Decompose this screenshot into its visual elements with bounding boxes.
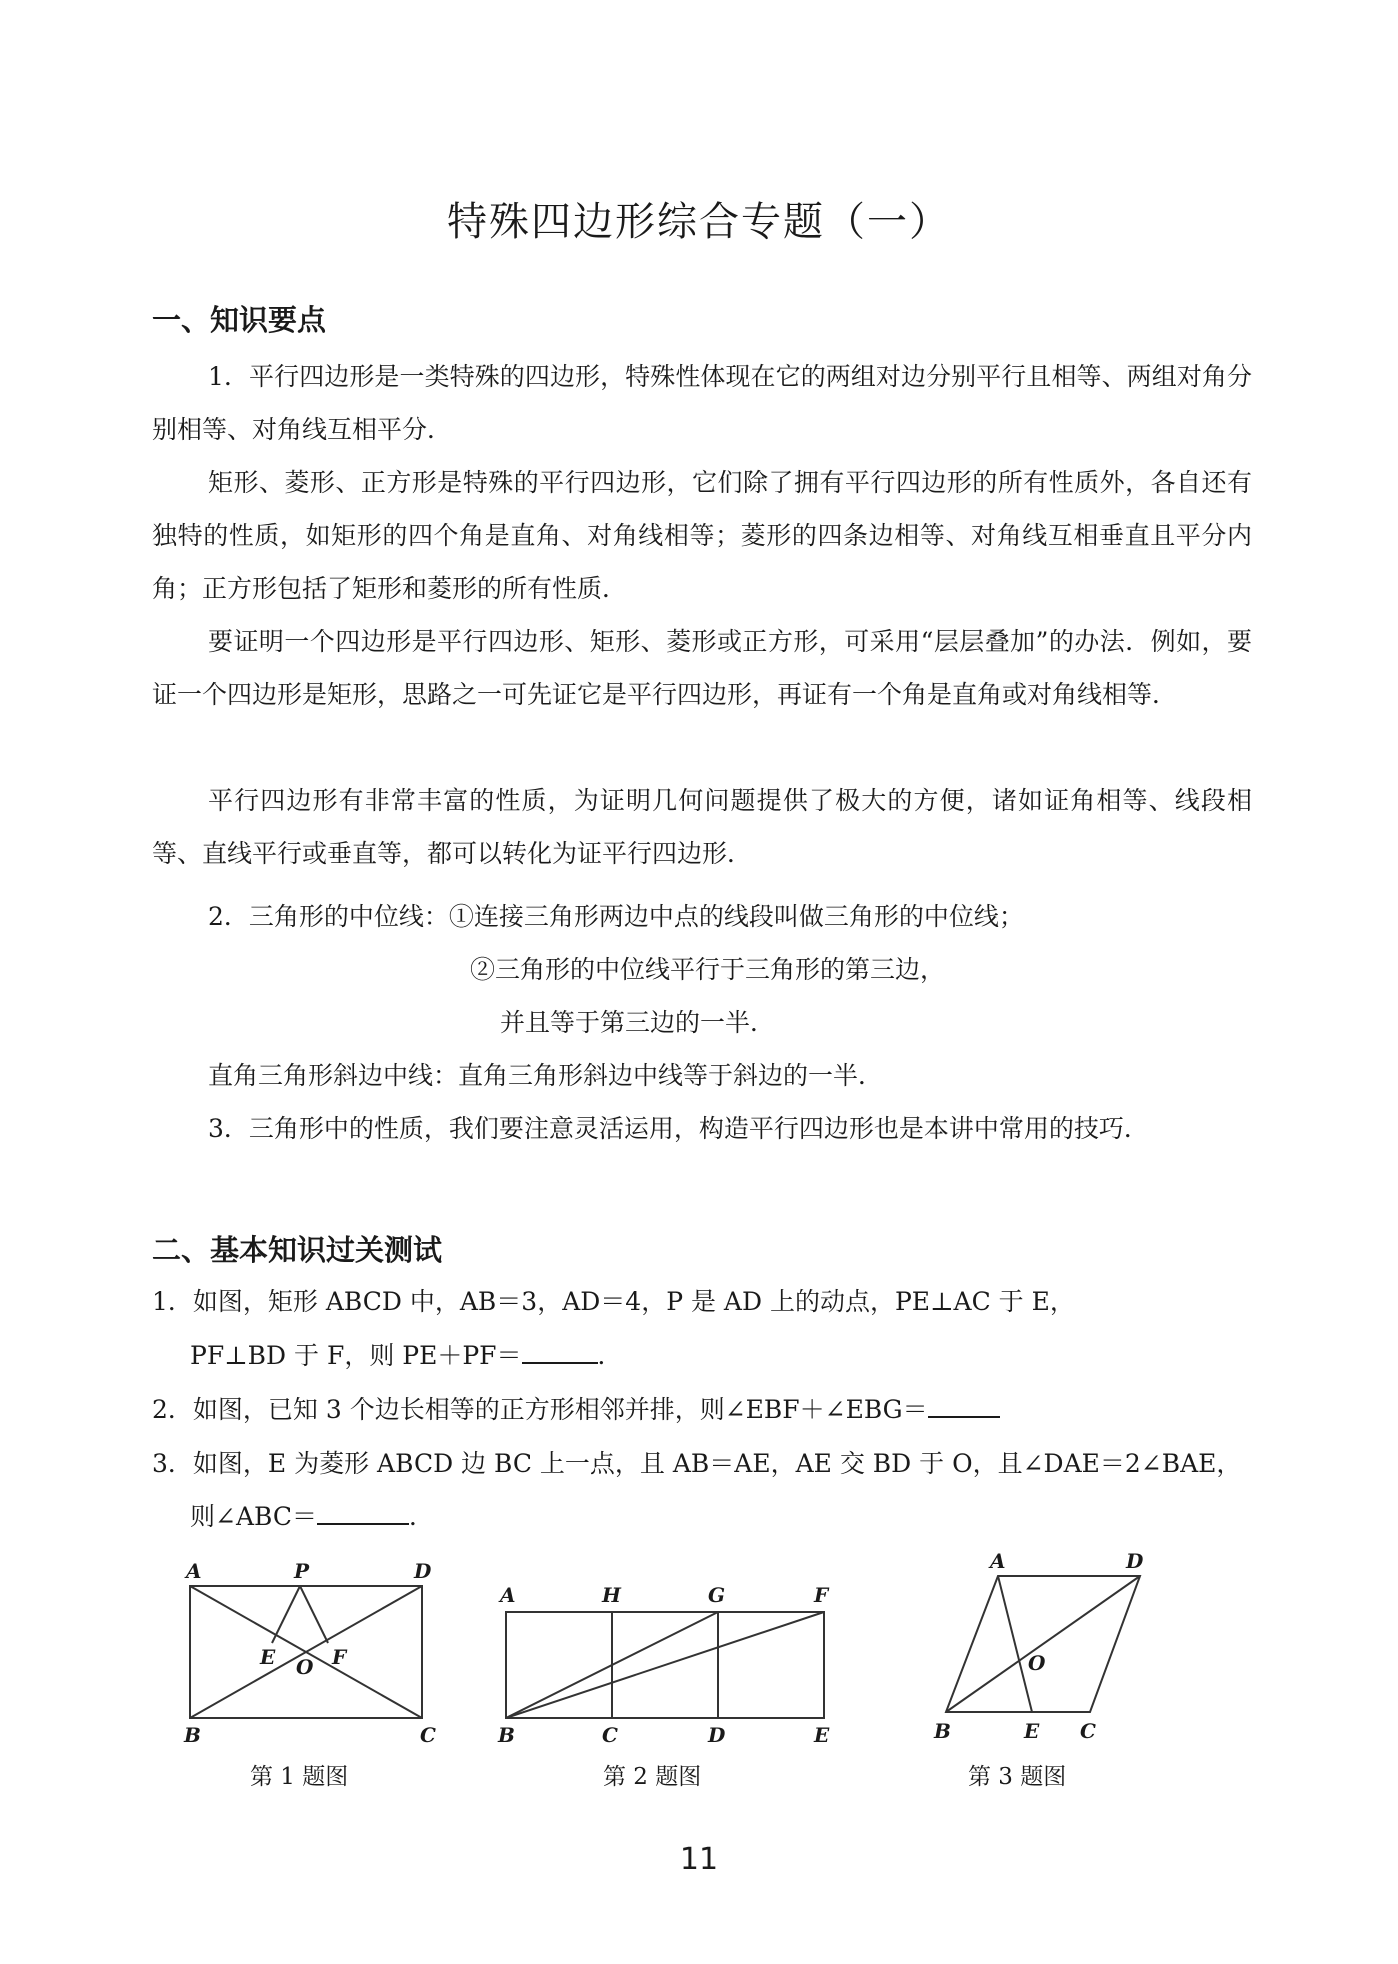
segment-pe xyxy=(272,1586,300,1643)
label-d: D xyxy=(708,1723,726,1747)
question-2-text: 2．如图，已知 3 个边长相等的正方形相邻并排，则∠EBF＋∠EBG＝ xyxy=(152,1395,928,1424)
figure-2 xyxy=(492,1580,842,1750)
label-f: F xyxy=(814,1583,829,1607)
figure-3-diagram xyxy=(920,1546,1160,1746)
paragraph-special-quadrilaterals: 矩形、菱形、正方形是特殊的平行四边形，它们除了拥有平行四边形的所有性质外，各自还有独特的性质，如矩形的四个角是直角、对角线相等；菱形的四条边相等、对角线互相垂直且平分内角；正方形包括了矩形和菱形的所有性质． xyxy=(152,468,1252,603)
paragraph-parallelogram-properties: 平行四边形有非常丰富的性质，为证明几何问题提供了极大的方便，诸如证角相等、线段相等、直线平行或垂直等，都可以转化为证平行四边形． xyxy=(152,786,1252,868)
diagonal-bd xyxy=(946,1576,1140,1712)
label-a: A xyxy=(186,1560,202,1583)
label-a: A xyxy=(500,1583,516,1607)
label-a: A xyxy=(990,1549,1006,1573)
question-3-line-2 xyxy=(190,1497,434,1533)
figure-1 xyxy=(176,1560,446,1750)
paragraph-layered-proof: 要证明一个四边形是平行四边形、矩形、菱形或正方形，可采用“层层叠加”的办法．例如，要证一个四边形是矩形，思路之一可先证它是平行四边形，再证有一个角是直角或对角线相等． xyxy=(152,627,1252,709)
line-bf xyxy=(506,1612,824,1718)
figure-2-diagram xyxy=(492,1580,842,1750)
label-c: C xyxy=(420,1723,436,1747)
page-number: 11 xyxy=(679,1842,719,1877)
section-heading-test: 二、基本知识过关测试 xyxy=(152,1233,443,1267)
question-2-line-1 xyxy=(152,1390,1000,1426)
label-o: O xyxy=(296,1655,314,1679)
question-3-text: 则∠ABC＝ xyxy=(190,1502,317,1531)
label-d: D xyxy=(414,1560,432,1583)
label-c: C xyxy=(602,1723,618,1747)
question-1-text: PF⊥BD 于 F，则 PE＋PF＝ xyxy=(190,1341,522,1370)
question-3-line-1: 3．如图，E 为菱形 ABCD 边 BC 上一点，且 AB＝AE，AE 交 BD 于 O，且∠DAE＝2∠BAE， xyxy=(152,1449,1242,1478)
label-b: B xyxy=(934,1719,951,1743)
label-h: H xyxy=(602,1583,621,1607)
label-d: D xyxy=(1126,1549,1144,1573)
label-b: B xyxy=(498,1723,515,1747)
label-e: E xyxy=(814,1723,830,1747)
section-heading-knowledge: 一、知识要点 xyxy=(152,303,327,337)
hypotenuse-median: 直角三角形斜边中线：直角三角形斜边中线等于斜边的一半． xyxy=(208,1061,884,1090)
question-2-answer-blank[interactable] xyxy=(928,1390,1000,1418)
question-3-answer-blank[interactable] xyxy=(317,1497,409,1525)
midline-property-cont: 并且等于第三边的一半． xyxy=(500,1008,776,1037)
figure-1-caption: 第 1 题图 xyxy=(250,1764,349,1790)
label-o: O xyxy=(1028,1651,1046,1675)
label-f: F xyxy=(332,1645,347,1669)
label-c: C xyxy=(1080,1719,1096,1743)
question-1-line-2 xyxy=(190,1336,623,1372)
question-3-end: ． xyxy=(408,1502,434,1531)
figure-1-diagram xyxy=(176,1560,446,1750)
question-1-answer-blank[interactable] xyxy=(522,1336,598,1364)
label-e: E xyxy=(260,1645,276,1669)
segment-ae xyxy=(998,1576,1032,1712)
figure-2-caption: 第 2 题图 xyxy=(603,1764,702,1790)
label-g: G xyxy=(708,1583,726,1607)
question-1-end: ． xyxy=(597,1341,623,1370)
label-b: B xyxy=(184,1723,201,1747)
paragraph-triangle-properties: 3．三角形中的性质，我们要注意灵活运用，构造平行四边形也是本讲中常用的技巧． xyxy=(208,1114,1149,1143)
label-e: E xyxy=(1024,1719,1040,1743)
question-1-line-1: 1．如图，矩形 ABCD 中，AB＝3，AD＝4，P 是 AD 上的动点，PE⊥AC 于 E， xyxy=(152,1287,1075,1316)
midline-definition: 2．三角形的中位线：①连接三角形两边中点的线段叫做三角形的中位线； xyxy=(208,902,1024,931)
paragraph-parallelogram: 1．平行四边形是一类特殊的四边形，特殊性体现在它的两组对边分别平行且相等、两组对角分别相等、对角线互相平分． xyxy=(152,362,1252,444)
segment-pf xyxy=(300,1586,328,1643)
midline-property: ②三角形的中位线平行于三角形的第三边， xyxy=(470,955,946,984)
figure-3 xyxy=(920,1546,1160,1746)
figure-3-caption: 第 3 题图 xyxy=(968,1764,1067,1790)
label-p: P xyxy=(294,1560,310,1583)
page-title: 特殊四边形综合专题（一） xyxy=(447,199,951,245)
